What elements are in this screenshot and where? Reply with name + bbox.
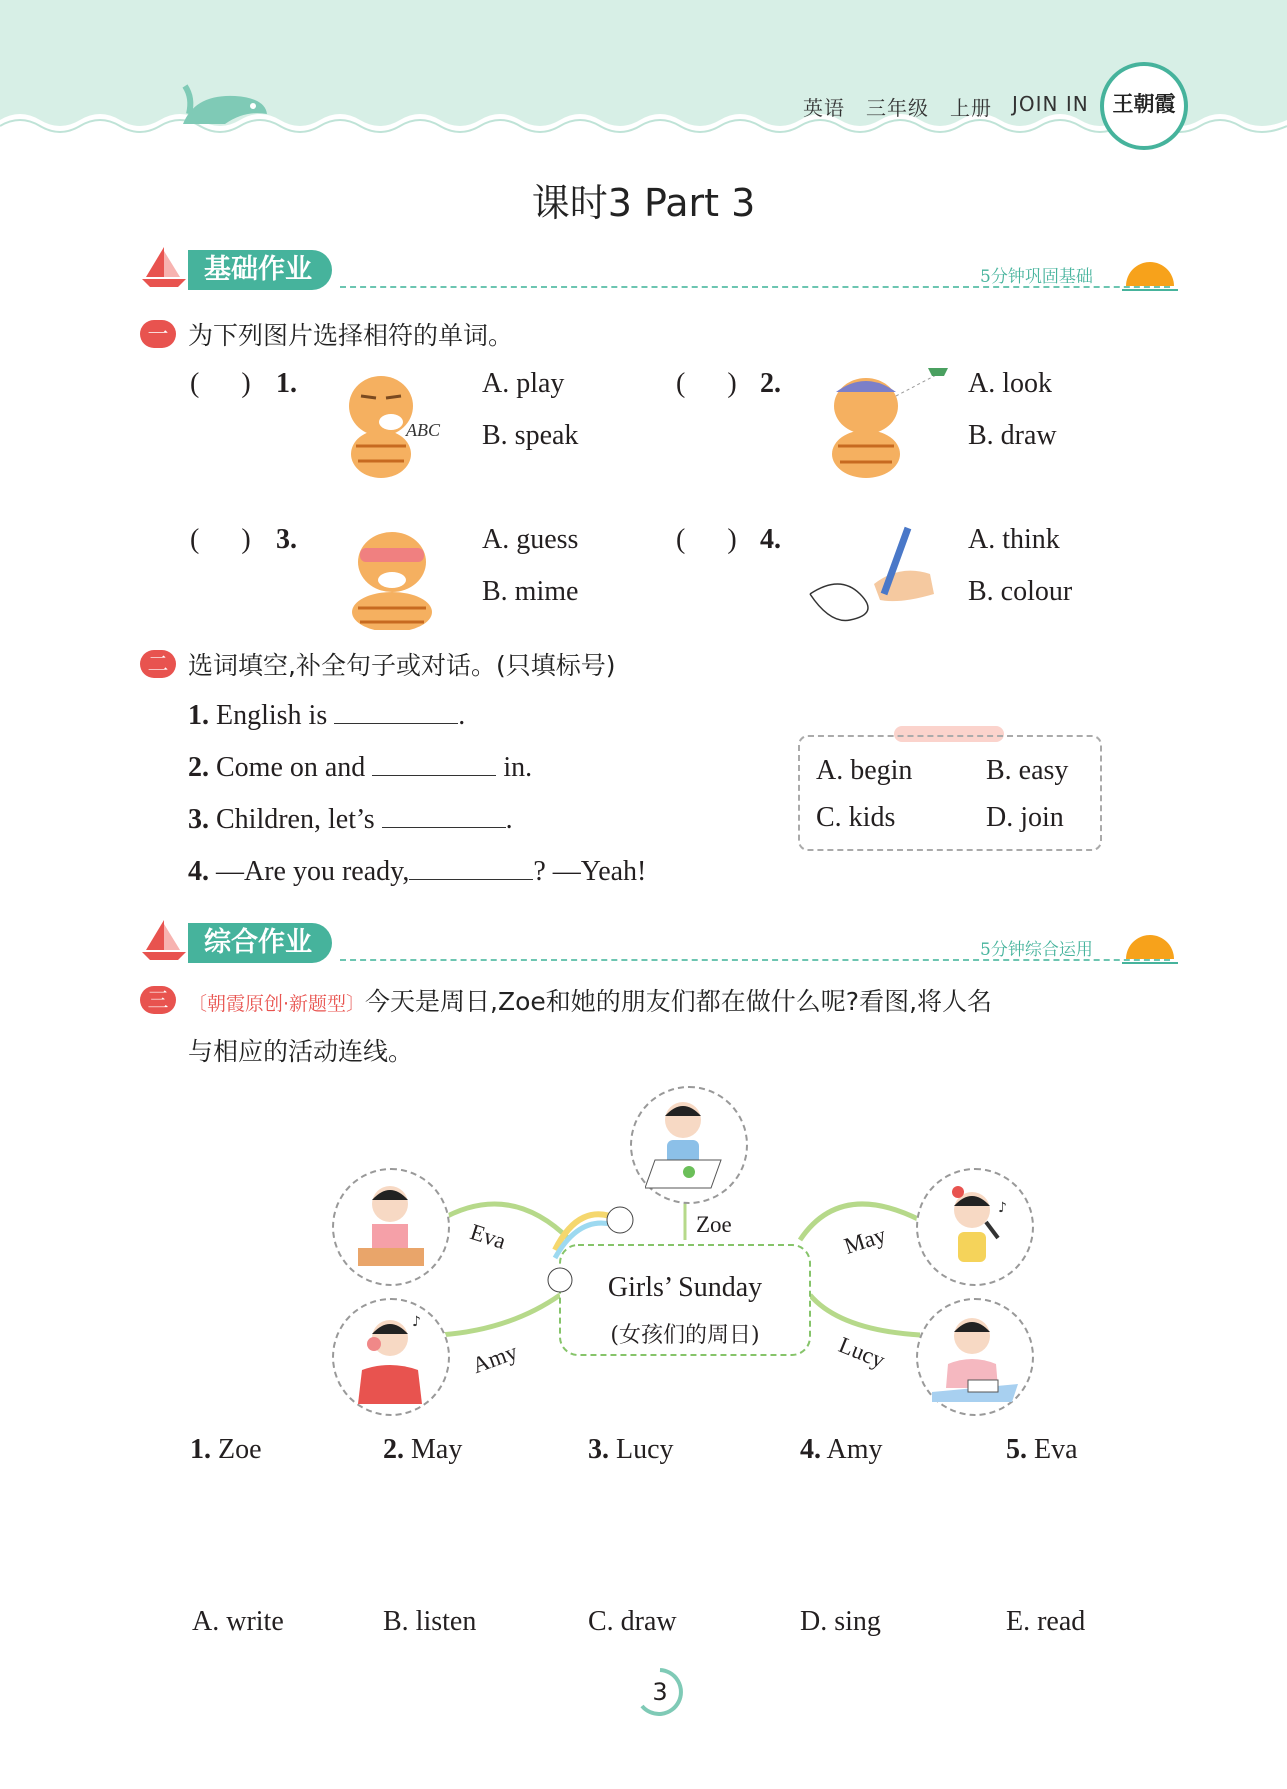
fill-blank[interactable] bbox=[409, 857, 533, 880]
sentence-end: . bbox=[505, 804, 513, 835]
q3-tag: 〔朝霞原创·新题型〕 bbox=[188, 993, 366, 1015]
answer-paren[interactable]: ( ) bbox=[676, 524, 737, 555]
match-name[interactable] bbox=[588, 1434, 674, 1466]
brand-logo: 王朝霞 bbox=[1100, 62, 1188, 150]
eva-label: Eva bbox=[467, 1219, 509, 1254]
amy-label: Amy bbox=[468, 1338, 521, 1379]
map-center-title: Girls’ Sunday bbox=[607, 1272, 763, 1303]
sentence-2 bbox=[188, 752, 532, 784]
match-name[interactable] bbox=[800, 1434, 882, 1466]
tiger-mime-illustration bbox=[338, 522, 446, 630]
sentence-end: ? —Yeah! bbox=[533, 856, 647, 887]
option-b[interactable]: B. mime bbox=[482, 576, 579, 607]
question-badge: 三 bbox=[140, 986, 176, 1014]
option-b[interactable]: B. draw bbox=[968, 420, 1057, 451]
match-activity[interactable]: C. draw bbox=[588, 1606, 677, 1637]
match-activity[interactable]: B. listen bbox=[383, 1606, 477, 1637]
map-center-subtitle: (女孩们的周日) bbox=[610, 1323, 760, 1348]
section-comprehensive-tab: 综合作业 bbox=[188, 923, 332, 963]
option-a[interactable]: A. guess bbox=[482, 524, 579, 555]
q3-prompt-line1 bbox=[188, 982, 1178, 1018]
sun-icon bbox=[1120, 929, 1180, 969]
sentence-3 bbox=[188, 804, 513, 836]
sentence-number: 1. bbox=[188, 700, 209, 731]
sentence-end: . bbox=[458, 700, 466, 731]
q3-prompt-line2: 与相应的活动连线。 bbox=[188, 1037, 414, 1066]
option-b[interactable]: B. speak bbox=[482, 420, 579, 451]
sentence-text: —Are you ready, bbox=[216, 856, 410, 887]
section-basic-tab: 基础作业 bbox=[188, 250, 332, 290]
match-name[interactable] bbox=[383, 1434, 462, 1466]
header-series: JOIN IN bbox=[1012, 92, 1089, 116]
sentence-text: English is bbox=[216, 700, 328, 731]
match-name-text: Lucy bbox=[616, 1434, 674, 1465]
fill-blank[interactable] bbox=[382, 805, 506, 828]
match-num: 3. bbox=[588, 1434, 609, 1465]
item-number: 2. bbox=[760, 368, 781, 399]
sailboat-icon bbox=[140, 245, 188, 289]
word-option: C. kids bbox=[816, 802, 896, 833]
tiger-speak-illustration bbox=[336, 366, 446, 478]
page-title: 课时3 Part 3 bbox=[531, 181, 756, 225]
match-name-text: Zoe bbox=[218, 1434, 262, 1465]
sentence-1 bbox=[188, 700, 465, 732]
word-option: D. join bbox=[986, 802, 1064, 833]
whale-icon bbox=[175, 74, 275, 134]
word-option: A. begin bbox=[816, 755, 913, 786]
header-grade: 三年级 bbox=[866, 96, 929, 120]
sun-icon bbox=[1120, 256, 1180, 296]
answer-paren[interactable]: ( ) bbox=[190, 368, 251, 399]
match-num: 1. bbox=[190, 1434, 211, 1465]
lucy-label: Lucy bbox=[835, 1332, 889, 1373]
match-num: 4. bbox=[800, 1434, 821, 1465]
item-number: 1. bbox=[276, 368, 297, 399]
match-name[interactable] bbox=[190, 1434, 262, 1466]
item-number: 4. bbox=[760, 524, 781, 555]
lucy-write-illustration bbox=[932, 1308, 1018, 1402]
abc-text: ABC bbox=[406, 420, 440, 440]
sentence-4 bbox=[188, 856, 646, 888]
match-activity[interactable]: A. write bbox=[192, 1606, 284, 1637]
sentence-number: 4. bbox=[188, 856, 209, 887]
sentence-number: 2. bbox=[188, 752, 209, 783]
match-num: 5. bbox=[1006, 1434, 1027, 1465]
eva-read-illustration bbox=[348, 1178, 434, 1272]
fill-blank[interactable] bbox=[372, 753, 496, 776]
may-sing-illustration bbox=[932, 1178, 1018, 1272]
svg-text:♪: ♪ bbox=[998, 1200, 1007, 1216]
header-volume: 上册 bbox=[950, 96, 992, 120]
header-subject: 英语 bbox=[803, 96, 845, 120]
option-a[interactable]: A. look bbox=[968, 368, 1052, 399]
q1-prompt: 为下列图片选择相符的单词。 bbox=[188, 321, 514, 350]
amy-listen-illustration bbox=[348, 1310, 434, 1404]
section-comprehensive-time: 5分钟综合运用 bbox=[980, 940, 1093, 960]
sailboat-icon bbox=[140, 918, 188, 962]
word-option: B. easy bbox=[986, 755, 1069, 786]
svg-text:♪: ♪ bbox=[412, 1314, 421, 1330]
match-name-text: Eva bbox=[1034, 1434, 1078, 1465]
option-b[interactable]: B. colour bbox=[968, 576, 1073, 607]
question-badge: 一 bbox=[140, 320, 176, 348]
answer-paren[interactable]: ( ) bbox=[190, 524, 251, 555]
sentence-number: 3. bbox=[188, 804, 209, 835]
match-name-text: May bbox=[411, 1434, 463, 1465]
sentence-text: Come on and bbox=[216, 752, 366, 783]
question-badge: 二 bbox=[140, 650, 176, 678]
match-activity[interactable]: D. sing bbox=[800, 1606, 881, 1637]
section-basic-time: 5分钟巩固基础 bbox=[980, 267, 1093, 287]
q3-prompt-text: 今天是周日,Zoe和她的朋友们都在做什么呢?看图,将人名 bbox=[365, 987, 993, 1016]
fill-blank[interactable] bbox=[334, 701, 458, 724]
answer-paren[interactable]: ( ) bbox=[676, 368, 737, 399]
item-number: 3. bbox=[276, 524, 297, 555]
zoe-draw-illustration bbox=[645, 1096, 731, 1190]
match-name-text: Amy bbox=[826, 1434, 883, 1465]
sentence-text: Children, let’s bbox=[216, 804, 375, 835]
option-a[interactable]: A. think bbox=[968, 524, 1060, 555]
may-label: May bbox=[841, 1222, 889, 1259]
page-number: 3 bbox=[652, 1678, 668, 1706]
zoe-label: Zoe bbox=[696, 1212, 732, 1237]
hand-colour-illustration bbox=[800, 524, 940, 628]
match-num: 2. bbox=[383, 1434, 404, 1465]
tiger-look-illustration bbox=[816, 366, 950, 478]
sentence-end: in. bbox=[503, 752, 533, 783]
q2-prompt: 选词填空,补全句子或对话。(只填标号) bbox=[188, 651, 616, 680]
option-a[interactable]: A. play bbox=[482, 368, 565, 399]
match-activity[interactable]: E. read bbox=[1006, 1606, 1086, 1637]
match-name[interactable] bbox=[1006, 1434, 1078, 1466]
